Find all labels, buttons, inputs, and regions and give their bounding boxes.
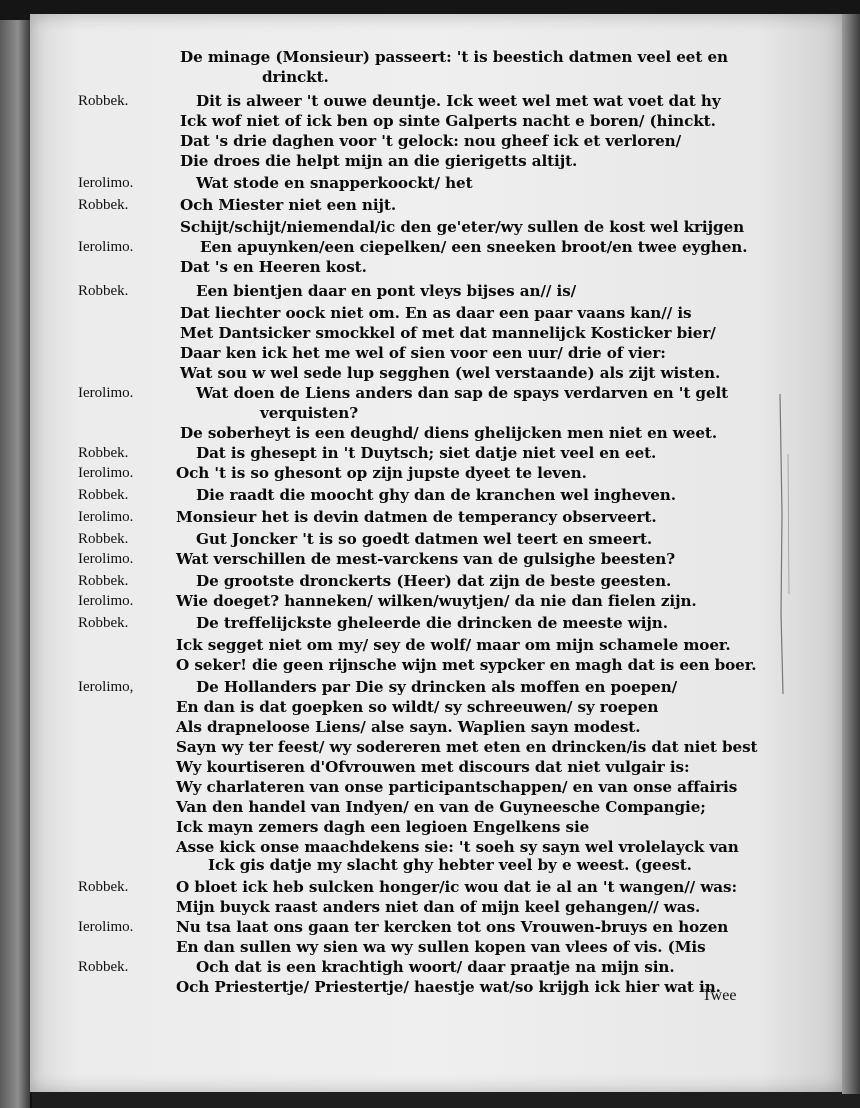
text-line: Met Dantsicker smockkel of met dat mannelijck Kosticker bier/ [180,324,716,342]
speaker-name: Robbek. [78,959,129,975]
text-line: Asse kick onse maachdekens sie: 't soeh sy sayn wel vrolelayck van [176,838,739,856]
speaker-name: Robbek. [78,531,129,547]
text-line: Wat doen de Liens anders dan sap de spays verdarven en 't gelt [196,384,729,402]
text-line: Die raadt die moocht ghy dan de kranchen wel ingheven. [196,486,676,504]
text-line: Wat sou w wel sede lup segghen (wel verstaande) als zijt wisten. [180,364,721,382]
text-line: Nu tsa laat ons gaan ter kercken tot ons Vrouwen-bruys en hozen [176,918,729,936]
speaker-name: Ierolimo. [78,385,134,401]
catchword: Twee [702,987,737,1004]
text-line: O seker! die geen rijnsche wijn met sypcker en magh dat is een boer. [176,656,757,674]
speaker-name: Ierolimo. [78,239,134,255]
text-line: Och Priestertje/ Priestertje/ haestje wat/so krijgh ick hier wat in. [176,978,721,996]
pencil-mark [776,394,794,694]
text-line: En dan is dat goepken so wildt/ sy schreeuwen/ sy roepen [176,698,659,716]
text-line: Wy kourtiseren d'Ofvrouwen met discours dat niet vulgair is: [176,758,690,776]
speaker-name: Ierolimo. [78,551,134,567]
speaker-name: Robbek. [78,879,129,895]
speaker-name: Robbek. [78,93,129,109]
speaker-name: Robbek. [78,283,129,299]
speaker-name: Robbek. [78,573,129,589]
text-line: Ick wof niet of ick ben op sinte Galperts nacht e boren/ (hinckt. [180,112,716,130]
text-line: Wie doeget? hanneken/ wilken/wuytjen/ da nie dan fielen zijn. [176,592,697,610]
text-line: Daar ken ick het me wel of sien voor een uur/ drie of vier: [180,344,666,362]
text-line: De grootste dronckerts (Heer) dat zijn de beste geesten. [196,572,672,590]
text-line: Gut Joncker 't is so goedt datmen wel teert en smeert. [196,530,653,548]
text-line: Dat 's en Heeren kost. [180,258,367,276]
text-line: Ick segget niet om my/ sey de wolf/ maar om mijn schamele moer. [176,636,731,654]
speaker-name: Robbek. [78,615,129,631]
text-line: Een bientjen daar en pont vleys bijses an// is/ [196,282,577,300]
text-line: De soberheyt is een deughd/ diens ghelijcken men niet en weet. [180,424,718,442]
text-line: Dat 's drie daghen voor 't gelock: nou gheef ick et verloren/ [180,132,682,150]
text-line: Die droes die helpt mijn an die gierigetts altijt. [180,152,578,170]
book-edge [842,14,860,1094]
text-line: Och Miester niet een nijt. [180,196,397,214]
speaker-name: Ierolimo. [78,175,134,191]
text-line: De Hollanders par Die sy drincken als moffen en poepen/ [196,678,678,696]
previous-page-edge [0,20,32,1108]
speaker-name: Robbek. [78,487,129,503]
text-line: Als drapneloose Liens/ alse sayn. Waplien sayn modest. [176,718,641,736]
text-line: De minage (Monsieur) passeert: 't is beestich datmen veel eet en [180,48,728,66]
text-line: Monsieur het is devin datmen de temperancy observeert. [176,508,657,526]
text-line: De treffelijckste gheleerde die drincken de meeste wijn. [196,614,668,632]
speaker-name: Robbek. [78,445,129,461]
speaker-name: Ierolimo. [78,593,134,609]
speaker-name: Ierolimo. [78,465,134,481]
text-line: Wat verschillen de mest-varckens van de gulsighe beesten? [176,550,676,568]
text-line: Dit is alweer 't ouwe deuntje. Ick weet wel met wat voet dat hy [196,92,721,110]
text-line: O bloet ick heb sulcken honger/ic wou dat ie al an 't wangen// was: [176,878,737,896]
text-line: verquisten? [260,404,358,422]
text-line: Een apuynken/een ciepelken/ een sneeken broot/en twee eyghen. [200,238,748,256]
text-line: En dan sullen wy sien wa wy sullen kopen van vlees of vis. (Mis [176,938,706,956]
speaker-name: Ierolimo. [78,919,134,935]
text-line: drinckt. [262,68,329,86]
text-line: Ick mayn zemers dagh een legioen Engelkens sie [176,818,590,836]
text-line: Ick gis datje my slacht ghy hebter veel by e weest. (geest. [208,856,692,874]
text-line: Och dat is een krachtigh woort/ daar praatje na mijn sin. [196,958,675,976]
text-line: Schijt/schijt/niemendal/ic den ge'eter/wy sullen de kost wel krijgen [180,218,745,236]
text-line: Mijn buyck raast anders niet dan of mijn keel gehangen// was. [176,898,701,916]
speaker-name: Ierolimo. [78,509,134,525]
text-line: Och 't is so ghesont op zijn jupste dyeet te leven. [176,464,587,482]
text-line: Wy charlateren van onse participantschappen/ en van onse affairis [176,778,738,796]
speaker-name: Ierolimo, [78,679,134,695]
text-line: Sayn wy ter feest/ wy sodereren met eten en drincken/is dat niet best [176,738,758,756]
speaker-name: Robbek. [78,197,129,213]
text-line: Wat stode en snapperkoockt/ het [196,174,473,192]
text-line: Dat is ghesept in 't Duytsch; siet datje niet veel en eet. [196,444,657,462]
text-line: Dat liechter oock niet om. En as daar een paar vaans kan// is [180,304,692,322]
text-line: Van den handel van Indyen/ en van de Guyneesche Compangie; [176,798,706,816]
